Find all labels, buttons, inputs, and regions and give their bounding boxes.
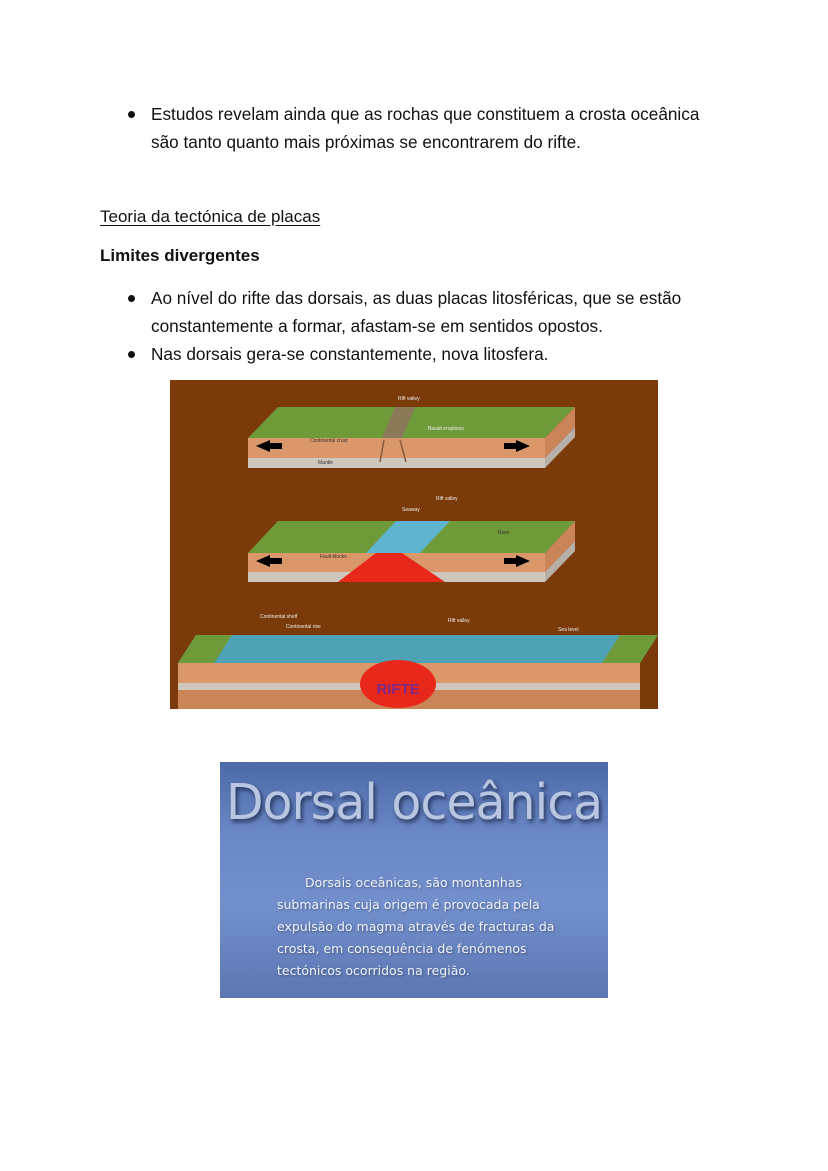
section-title: Teoria da tectónica de placas — [100, 207, 321, 226]
continental-shelf-label: Continental shelf — [260, 614, 298, 620]
subsection-title: Limites divergentes — [100, 246, 260, 265]
river-label: River — [498, 530, 510, 536]
continental-crust-label: Continental crust — [310, 438, 348, 444]
rift-valley-label-mid: Rift valley — [436, 496, 458, 502]
basalt-eruptions-label: Basalt eruptions — [428, 426, 464, 432]
list-item: Estudos revelam ainda que as rochas que constituem a crosta oceânica são tanto quanto mais próximas se encontrarem do rifte. — [124, 100, 724, 156]
fault-blocks-label: Fault blocks — [320, 554, 347, 560]
list-item: Ao nível do rifte das dorsais, as duas placas litosféricas, que se estão constantemente a formar, afastam-se em sentidos opostos. — [124, 284, 734, 340]
divergent-bullet-list — [124, 284, 734, 368]
rift-valley-label-top: Rift valley — [398, 396, 420, 402]
slide-text: Dorsais oceânicas, são montanhas submarinas cuja origem é provocada pela expulsão do magma através de fracturas da crosta, em consequência de fenómenos tectónicos ocorridos na região. — [277, 875, 555, 978]
list-item: Nas dorsais gera-se constantemente, nova litosfera. — [124, 340, 734, 368]
rifte-label: RIFTE — [376, 681, 420, 698]
intro-bullet-list — [124, 100, 724, 156]
rift-diagram — [170, 380, 658, 709]
sea-level-label: Sea level — [558, 627, 579, 633]
dorsal-oceanica-slide — [220, 762, 608, 998]
rift-valley-label-bottom: Rift valley — [448, 618, 470, 624]
slide-title: Dorsal oceânica — [225, 774, 603, 831]
seaway-label: Seaway — [402, 507, 420, 513]
continental-rise-label: Continental rise — [286, 624, 321, 630]
mantle-label: Mantle — [318, 460, 334, 466]
rift-diagram-figure — [170, 380, 658, 709]
